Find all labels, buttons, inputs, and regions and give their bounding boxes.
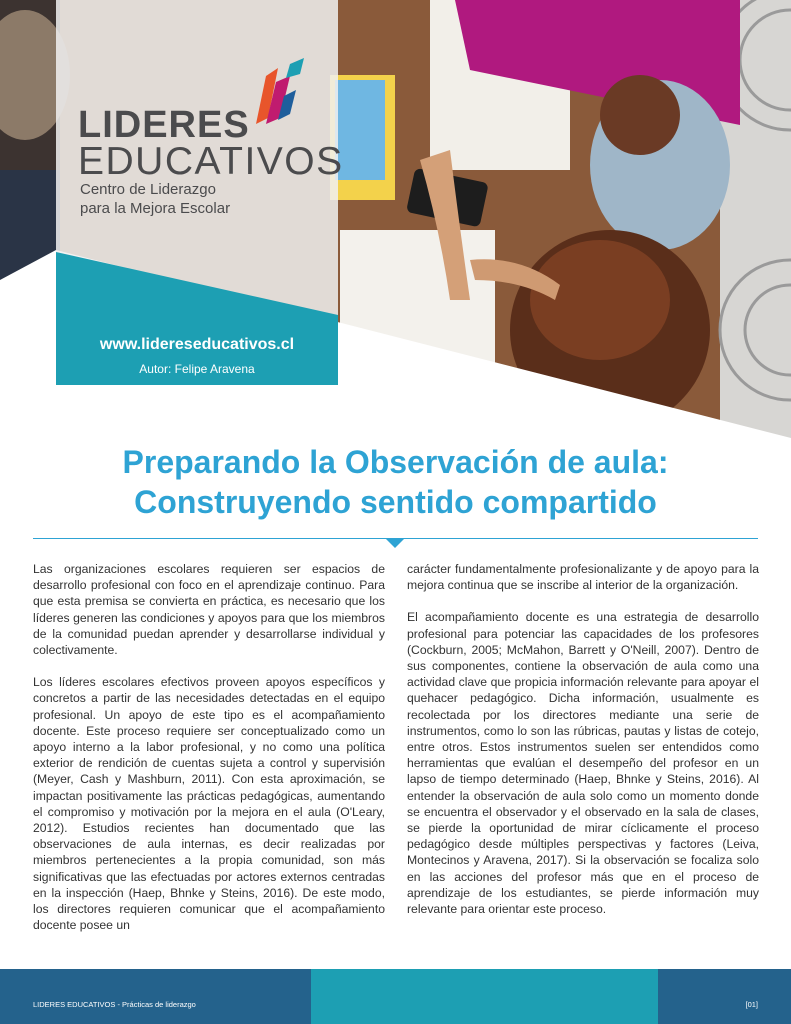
paragraph: Las organizaciones escolares requieren ser espacios de desarrollo profesional con foco en el aprendizaje continuo. Para que esta premisa se convierta en práctica, es necesario que los líderes generen las condiciones y apoyos para que los miembros de la comunidad puedan aprender y desarrollarse individual y colectivamente. — [33, 562, 385, 658]
body-column-left — [33, 561, 385, 949]
page-footer — [0, 969, 791, 1024]
logo-subtitle-line2: para la Mejora Escolar — [80, 200, 231, 217]
footer-label: LIDERES EDUCATIVOS - Prácticas de liderazgo — [33, 1000, 196, 1009]
footer-band-left — [0, 969, 311, 1024]
logo-word-educativos: EDUCATIVOS — [78, 140, 344, 183]
paragraph: carácter fundamentalmente profesionalizante y de apoyo para la mejora continua que se inscribe al interior de la organización. — [407, 562, 759, 593]
logo-word-lideres: LIDERES — [78, 104, 250, 146]
body-column-right — [407, 561, 759, 933]
footer-band-right — [658, 969, 791, 1024]
logo-mark-icon — [246, 58, 308, 146]
page-number: [01] — [745, 1000, 758, 1009]
footer-band-middle — [311, 969, 658, 1024]
title-divider-arrow-icon — [385, 538, 405, 548]
paragraph: Los líderes escolares efectivos proveen apoyos específicos y concretos a partir de las necesidades detectadas en el equipo profesional. Un apoyo de este tipo es el acompañamiento docente. Este proceso requiere ser conceptualizado como un apoyo interno a la labor profesional, y no como una política exterior de rendición de cuentas sujeta a control y supervisión (Meyer, Cash y Mashburn, 2011). Con esta aproximación, se impactan positivamente las prácticas pedagógicas, aumentando el compromiso y motivación por la mejora en el aula (O'Leary, 2012). Estudios recientes han documentado que las observaciones de aula internas, es decir realizadas por miembros pertenecientes a la propia comunidad, son más significativas que las efectuadas por actores externos centradas en la inspección (Haep, Bhnke y Steins, 2016). De este modo, los directores requieren comunicar que el acompañamiento docente posee un — [33, 675, 385, 933]
logo-subtitle-line1: Centro de Liderazgo — [80, 181, 216, 198]
website-link[interactable]: www.lidereseducativos.cl — [99, 336, 295, 353]
document-title-line1: Preparando la Observación de aula: — [122, 444, 669, 480]
author-credit: Autor: Felipe Aravena — [139, 362, 255, 376]
hero-banner — [0, 0, 791, 440]
paragraph: El acompañamiento docente es una estrategia de desarrollo profesional para potenciar las capacidades de los profesores (Cockburn, 2005; McMahon, Barrett y O'Neill, 2007). Dentro de sus componentes, contiene la observación de aula como una actividad clave que propicia información relevante para apoyar el quehacer pedagógico. Dicha información, usualmente es recolectada por los directores mediante una serie de instrumentos, como lo son las rúbricas, pautas y listas de cotejo, entre otros. Estos instrumentos suelen ser entendidos como herramientas que evalúan el desempeño del profesor en un lapso de tiempo determinado (Haep, Bhnke y Steins, 2016). Al entender la observación de aula solo como un momento donde se encuentra el observador y el observado en la sala de clases, se pierde la oportunidad de mirar cíclicamente el proceso pedagógico desde múltiples perspectivas y factores (Leiva, Montecinos y Aravena, 2017). Si la observación se focaliza solo en las acciones del profesor más que en el proceso de aprendizaje de los estudiantes, se pierde información muy relevante para orientar este proceso. — [407, 610, 759, 917]
document-title-line2: Construyendo sentido compartido — [134, 484, 657, 520]
